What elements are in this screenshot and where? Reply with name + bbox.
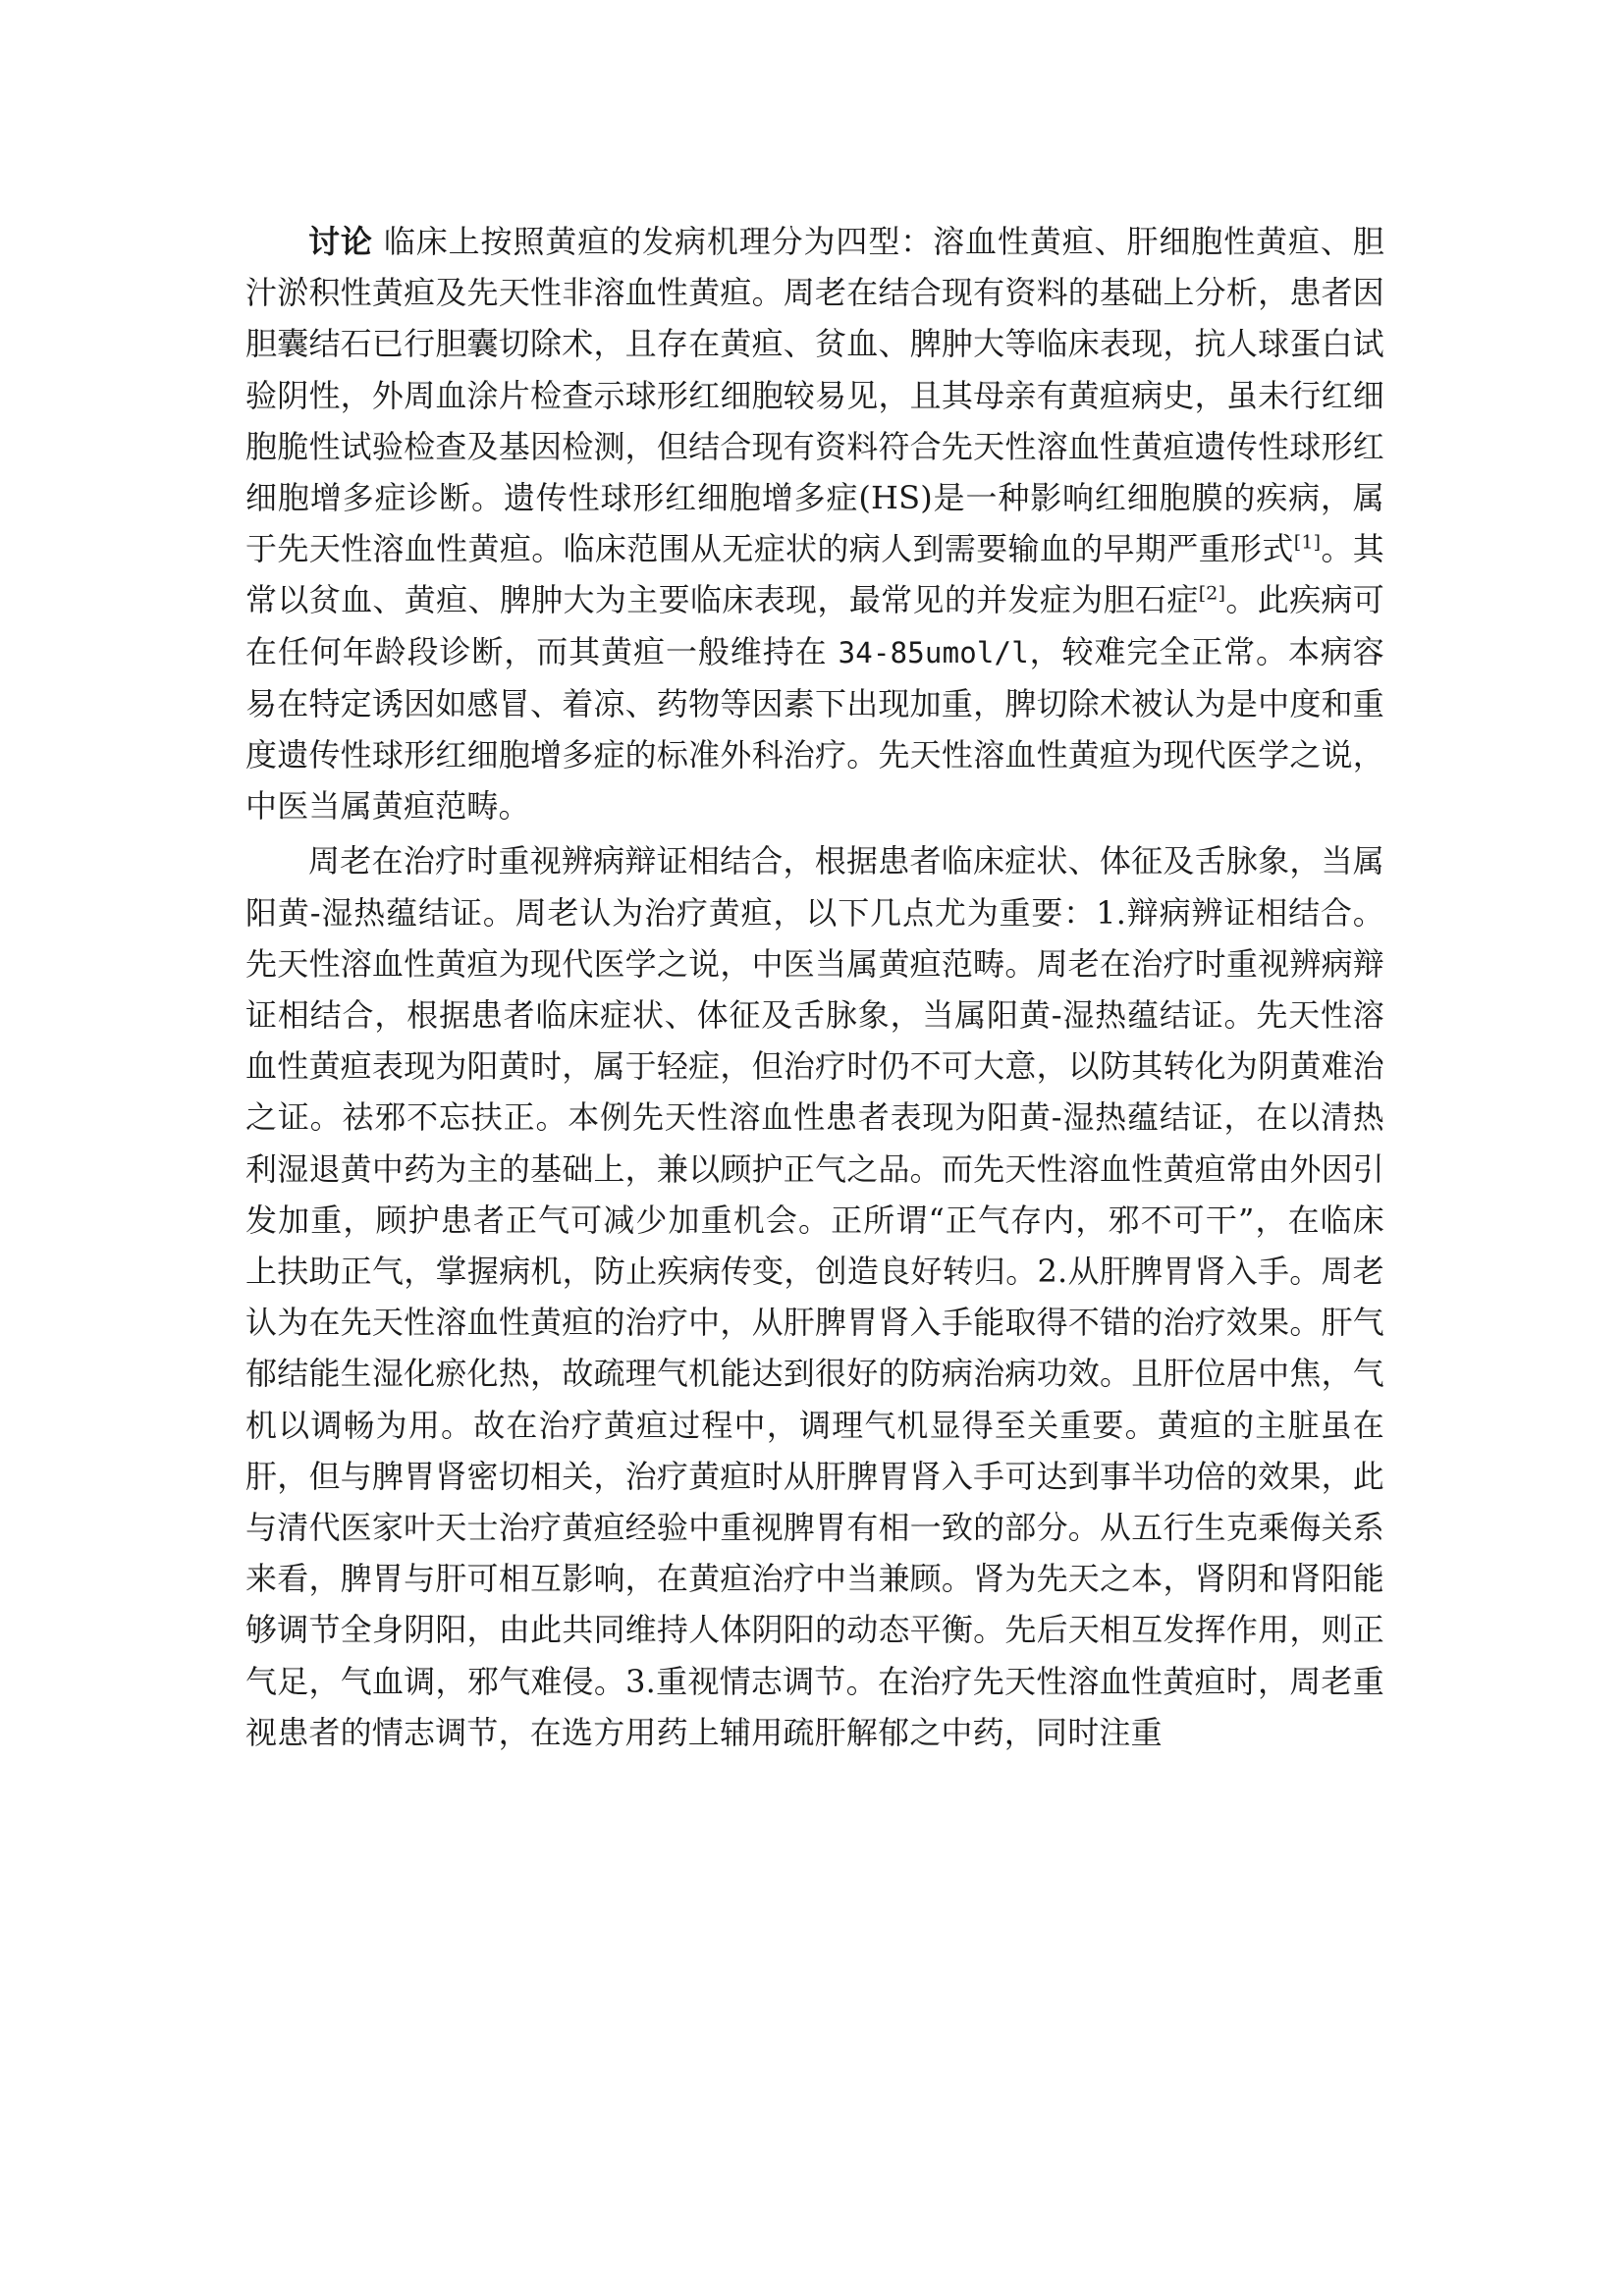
paragraph-text: 。此疾病可在任何年龄段诊断，而其黄疸一般维持在: [245, 581, 1384, 670]
article-body: [245, 216, 1384, 1762]
discussion-paragraph: [245, 216, 1384, 831]
citation-marker: [1]: [1293, 531, 1322, 554]
paragraph-text: 。其常以贫血、黄疸、脾肿大为主要临床表现，最常见的并发症为胆石症: [245, 530, 1384, 619]
paragraph-text: 临床上按照黄疸的发病机理分为四型：溶血性黄疸、肝细胞性黄疸、胆汁淤积性黄疸及先天性非溶血性黄疸。周老在结合现有资料的基础上分析，患者因胆囊结石已行胆囊切除术，且存在黄疸、贫血、脾肿大等临床表现，抗人球蛋白试验阴性，外周血涂片检查示球形红细胞较易见，且其母亲有黄疸病史，虽未行红细胞脆性试验检查及基因检测，但结合现有资料符合先天性溶血性黄疸遗传性球形红细胞增多症诊断。遗传性球形红细胞增多症(HS)是一种影响红细胞膜的疾病，属于先天性溶血性黄疸。临床范围从无症状的病人到需要输血的早期严重形式: [245, 223, 1384, 568]
treatment-paragraph: 周老在治疗时重视辨病辩证相结合，根据患者临床症状、体征及舌脉象，当属阳黄-湿热蕴结证。周老认为治疗黄疸，以下几点尤为重要：1.辩病辨证相结合。先天性溶血性黄疸为现代医学之说，中医当属黄疸范畴。周老在治疗时重视辨病辩证相结合，根据患者临床症状、体征及舌脉象，当属阳黄-湿热蕴结证。先天性溶血性黄疸表现为阳黄时，属于轻症，但治疗时仍不可大意，以防其转化为阴黄难治之证。祛邪不忘扶正。本例先天性溶血性患者表现为阳黄-湿热蕴结证，在以清热利湿退黄中药为主的基础上，兼以顾护正气之品。而先天性溶血性黄疸常由外因引发加重，顾护患者正气可减少加重机会。正所谓“正气存内，邪不可干”，在临床上扶助正气，掌握病机，防止疾病传变，创造良好转归。2.从肝脾胃肾入手。周老认为在先天性溶血性黄疸的治疗中，从肝脾胃肾入手能取得不错的治疗效果。肝气郁结能生湿化瘀化热，故疏理气机能达到很好的防病治病功效。且肝位居中焦，气机以调畅为用。故在治疗黄疸过程中，调理气机显得至关重要。黄疸的主脏虽在肝，但与脾胃肾密切相关，治疗黄疸时从肝脾胃肾入手可达到事半功倍的效果，此与清代医家叶天士治疗黄疸经验中重视脾胃有相一致的部分。从五行生克乘侮关系来看，脾胃与肝可相互影响，在黄疸治疗中当兼顾。肾为先天之本，肾阴和肾阳能够调节全身阴阳，由此共同维持人体阴阳的动态平衡。先后天相互发挥作用，则正气足，气血调，邪气难侵。3.重视情志调节。在治疗先天性溶血性黄疸时，周老重视患者的情志调节，在选方用药上辅用疏肝解郁之中药，同时注重: [245, 842, 1384, 1751]
paragraph-text: ，较难完全正常。本病容易在特定诱因如感冒、着凉、药物等因素下出现加重，脾切除术被认为是中度和重度遗传性球形红细胞增多症的标准外科治疗。先天性溶血性黄疸为现代医学之说，中医当属黄疸范畴。: [245, 632, 1384, 826]
bilirubin-range: 34-85umol/l: [838, 635, 1029, 669]
section-heading-discussion: 讨论: [308, 223, 373, 260]
citation-marker: [2]: [1198, 582, 1226, 605]
